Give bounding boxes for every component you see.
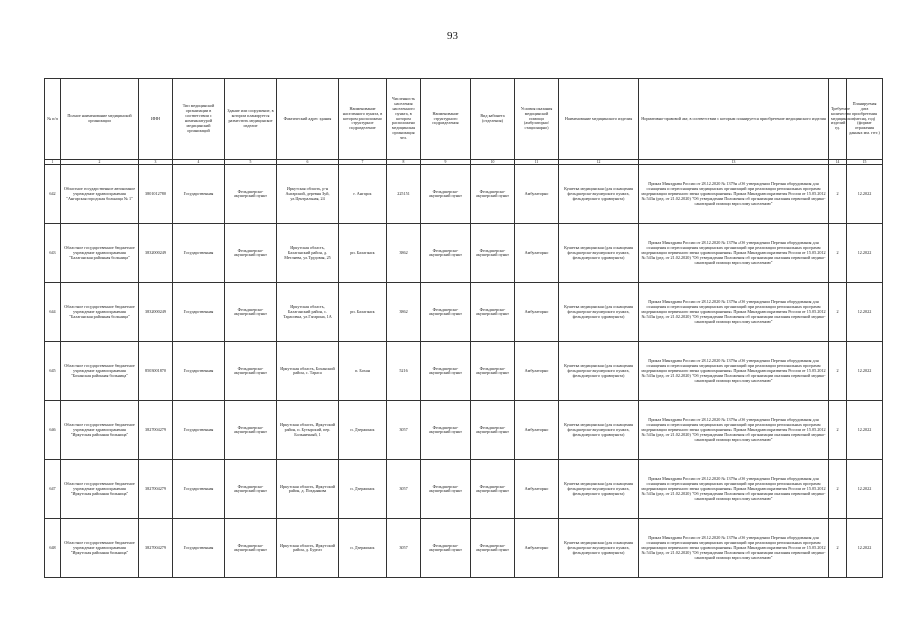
header-cell: Вид кабинета (отделения): [471, 79, 515, 160]
address: Иркутская область, Балаганский район, д. Метляева, ул.Трудовая, 25: [277, 224, 339, 283]
address: Иркутская область, Иркутский район, д. Бургаз: [277, 519, 339, 578]
legal-act: Приказ Минздрава России от 28.12.2020 № 1379н «Об утверждении Перечня оборудования для оснащения и переоснащения медицинских организаций при реализации региональных программ модернизации первичного звена здравоохранения» Приказ Минздравсоцразвития России от 15.05.2012 № 543н (ред. от 21.02.2020) "Об утверждении Положения об организации оказания первичной медико-санитарной помощи взрослому населению": [639, 342, 829, 401]
inn: 3832000249: [139, 224, 173, 283]
population: 3057: [387, 519, 421, 578]
building: Фельдшерско-акушерский пункт: [225, 401, 277, 460]
device: Кушетка медицинская (для оснащения фельдшерско-акушерского пункта, фельдшерского здравпункта): [559, 519, 639, 578]
column-number: 11: [515, 160, 559, 165]
conditions: Амбулаторно: [515, 519, 559, 578]
quantity: 2: [829, 342, 847, 401]
inn: 3827004279: [139, 519, 173, 578]
settlement: п. Бохан: [339, 342, 387, 401]
building: Фельдшерско-акушерский пункт: [225, 519, 277, 578]
conditions: Амбулаторно: [515, 460, 559, 519]
equipment-table: [44, 78, 883, 578]
population: 5216: [387, 342, 421, 401]
org-name: Областное государственное автономное учреждение здравоохранения "Ангарская городская больница № 1": [61, 165, 139, 224]
row-number: 648: [45, 519, 61, 578]
quantity: 2: [829, 165, 847, 224]
header-cell: Фактический адрес здания: [277, 79, 339, 160]
planned-date: 12.2022: [847, 401, 883, 460]
header-cell: Численность населения населенного пункта, в котором расположено медицинская организация чел.: [387, 79, 421, 160]
quantity: 2: [829, 460, 847, 519]
column-number: 14: [829, 160, 847, 165]
table-row: [45, 283, 883, 342]
conditions: Амбулаторно: [515, 165, 559, 224]
room: Фельдшерско-акушерский пункт: [471, 165, 515, 224]
column-number: 8: [387, 160, 421, 165]
inn: 3827004279: [139, 401, 173, 460]
conditions: Амбулаторно: [515, 224, 559, 283]
building: Фельдшерско-акушерский пункт: [225, 283, 277, 342]
row-number: 643: [45, 224, 61, 283]
org-type: Государственная: [173, 165, 225, 224]
row-number: 646: [45, 401, 61, 460]
settlement: рп. Балаганск: [339, 224, 387, 283]
population: 3862: [387, 224, 421, 283]
header-cell: ИНН: [139, 79, 173, 160]
header-cell: № п/п: [45, 79, 61, 160]
header-row: [45, 79, 883, 160]
unit: Фельдшерско-акушерский пункт: [421, 283, 471, 342]
page-number: 93: [447, 30, 458, 42]
unit: Фельдшерско-акушерский пункт: [421, 224, 471, 283]
org-name: Областное государственное бюджетное учреждение здравоохранения "Иркутская районная больница": [61, 401, 139, 460]
unit: Фельдшерско-акушерский пункт: [421, 165, 471, 224]
settlement: п. Дзержинск: [339, 401, 387, 460]
column-number: 9: [421, 160, 471, 165]
room: Фельдшерско-акушерский пункт: [471, 342, 515, 401]
quantity: 2: [829, 283, 847, 342]
header-cell: Планируемая дата приобретения (месяц, год) (формат отражения данных мм. гггг.): [847, 79, 883, 160]
address: Иркутская область, р-н Ангарский, деревня Зуй, ул.Центральная, 24: [277, 165, 339, 224]
quantity: 2: [829, 519, 847, 578]
settlement: п. Дзержинск: [339, 519, 387, 578]
org-type: Государственная: [173, 224, 225, 283]
org-type: Государственная: [173, 519, 225, 578]
column-number: 5: [225, 160, 277, 165]
unit: Фельдшерско-акушерский пункт: [421, 342, 471, 401]
header-cell: Требуемое количество медицинских изделий ед.: [829, 79, 847, 160]
settlement: рп. Балаганск: [339, 283, 387, 342]
unit: Фельдшерско-акушерский пункт: [421, 519, 471, 578]
settlement: г. Ангарск: [339, 165, 387, 224]
header-cell: Наименование структурного подразделения: [421, 79, 471, 160]
column-number: 1: [45, 160, 61, 165]
org-name: Областное государственное бюджетное учреждение здравоохранения "Боханская районная больница": [61, 342, 139, 401]
planned-date: 12.2022: [847, 460, 883, 519]
planned-date: 12.2022: [847, 165, 883, 224]
population: 3862: [387, 283, 421, 342]
header-cell: Тип медицинской организации в соответствии с номенклатурой медицинский организаций: [173, 79, 225, 160]
inn: 3801012780: [139, 165, 173, 224]
org-type: Государственная: [173, 342, 225, 401]
device: Кушетка медицинская (для оснащения фельдшерско-акушерского пункта, фельдшерского здравпункта): [559, 460, 639, 519]
legal-act: Приказ Минздрава России от 28.12.2020 № 1379н «Об утверждении Перечня оборудования для оснащения и переоснащения медицинских организаций при реализации региональных программ модернизации первичного звена здравоохранения» Приказ Минздравсоцразвития России от 15.05.2012 № 543н (ред. от 21.02.2020) "Об утверждении Положения об организации оказания первичной медико-санитарной помощи взрослому населению": [639, 460, 829, 519]
building: Фельдшерско-акушерский пункт: [225, 342, 277, 401]
device: Кушетка медицинская (для оснащения фельдшерско-акушерского пункта, фельдшерского здравпункта): [559, 165, 639, 224]
building: Фельдшерско-акушерский пункт: [225, 224, 277, 283]
address: Иркутская область, Иркутский район, п. Бутырский, пер. Больничный, 1: [277, 401, 339, 460]
column-number: 2: [61, 160, 139, 165]
column-number: 4: [173, 160, 225, 165]
org-name: Областное государственное бюджетное учреждение здравоохранения "Иркутская районная больница": [61, 519, 139, 578]
table-row: [45, 519, 883, 578]
population: 3057: [387, 401, 421, 460]
planned-date: 12.2022: [847, 283, 883, 342]
room: Фельдшерско-акушерский пункт: [471, 460, 515, 519]
room: Фельдшерско-акушерский пункт: [471, 401, 515, 460]
room: Фельдшерско-акушерский пункт: [471, 224, 515, 283]
org-type: Государственная: [173, 460, 225, 519]
device: Кушетка медицинская (для оснащения фельдшерско-акушерского пункта, фельдшерского здравпункта): [559, 283, 639, 342]
inn: 3827004279: [139, 460, 173, 519]
header-cell: Условия оказания медицинской помощи (амбулаторно/ стационарно): [515, 79, 559, 160]
settlement: п. Дзержинск: [339, 460, 387, 519]
planned-date: 12.2022: [847, 519, 883, 578]
conditions: Амбулаторно: [515, 283, 559, 342]
legal-act: Приказ Минздрава России от 28.12.2020 № 1379н «Об утверждении Перечня оборудования для оснащения и переоснащения медицинских организаций при реализации региональных программ модернизации первичного звена здравоохранения» Приказ Минздравсоцразвития России от 15.05.2012 № 543н (ред. от 21.02.2020) "Об утверждении Положения об организации оказания первичной медико-санитарной помощи взрослому населению": [639, 165, 829, 224]
device: Кушетка медицинская (для оснащения фельдшерско-акушерского пункта, фельдшерского здравпункта): [559, 224, 639, 283]
column-number: 15: [847, 160, 883, 165]
table-row: [45, 224, 883, 283]
address: Иркутская область, Балаганский район, с. Тарасовка, ул.Гагарина, 1А: [277, 283, 339, 342]
org-type: Государственная: [173, 283, 225, 342]
building: Фельдшерско-акушерский пункт: [225, 165, 277, 224]
org-type: Государственная: [173, 401, 225, 460]
column-number: 3: [139, 160, 173, 165]
table-row: [45, 460, 883, 519]
address: Иркутская область, Боханский район, с. Тараса: [277, 342, 339, 401]
room: Фельдшерско-акушерский пункт: [471, 283, 515, 342]
quantity: 2: [829, 224, 847, 283]
column-number: 7: [339, 160, 387, 165]
legal-act: Приказ Минздрава России от 28.12.2020 № 1379н «Об утверждении Перечня оборудования для оснащения и переоснащения медицинских организаций при реализации региональных программ модернизации первичного звена здравоохранения» Приказ Минздравсоцразвития России от 15.05.2012 № 543н (ред. от 21.02.2020) "Об утверждении Положения об организации оказания первичной медико-санитарной помощи взрослому населению": [639, 519, 829, 578]
conditions: Амбулаторно: [515, 401, 559, 460]
header-cell: Полное наименование медицинской организации: [61, 79, 139, 160]
header-cell: Наименование медицинского изделия: [559, 79, 639, 160]
header-cell: Наименование населенного пункта, в котором расположено структурное подразделение: [339, 79, 387, 160]
column-number: 10: [471, 160, 515, 165]
conditions: Амбулаторно: [515, 342, 559, 401]
org-name: Областное государственное бюджетное учреждение здравоохранения "Балаганская районная больница": [61, 283, 139, 342]
legal-act: Приказ Минздрава России от 28.12.2020 № 1379н «Об утверждении Перечня оборудования для оснащения и переоснащения медицинских организаций при реализации региональных программ модернизации первичного звена здравоохранения» Приказ Минздравсоцразвития России от 15.05.2012 № 543н (ред. от 21.02.2020) "Об утверждении Положения об организации оказания первичной медико-санитарной помощи взрослому населению": [639, 224, 829, 283]
row-number: 642: [45, 165, 61, 224]
legal-act: Приказ Минздрава России от 28.12.2020 № 1379н «Об утверждении Перечня оборудования для оснащения и переоснащения медицинских организаций при реализации региональных программ модернизации первичного звена здравоохранения» Приказ Минздравсоцразвития России от 15.05.2012 № 543н (ред. от 21.02.2020) "Об утверждении Положения об организации оказания первичной медико-санитарной помощи взрослому населению": [639, 401, 829, 460]
legal-act: Приказ Минздрава России от 28.12.2020 № 1379н «Об утверждении Перечня оборудования для оснащения и переоснащения медицинских организаций при реализации региональных программ модернизации первичного звена здравоохранения» Приказ Минздравсоцразвития России от 15.05.2012 № 543н (ред. от 21.02.2020) "Об утверждении Положения об организации оказания первичной медико-санитарной помощи взрослому населению": [639, 283, 829, 342]
population: 3057: [387, 460, 421, 519]
planned-date: 12.2022: [847, 224, 883, 283]
building: Фельдшерско-акушерский пункт: [225, 460, 277, 519]
header-cell: Нормативно-правовой акт, в соответствии с которым планируется приобретение медицинского изделия: [639, 79, 829, 160]
row-number: 645: [45, 342, 61, 401]
unit: Фельдшерско-акушерский пункт: [421, 460, 471, 519]
planned-date: 12.2022: [847, 342, 883, 401]
row-number: 647: [45, 460, 61, 519]
inn: 3832000249: [139, 283, 173, 342]
column-number: 13: [639, 160, 829, 165]
org-name: Областное государственное бюджетное учреждение здравоохранения "Иркутская районная больница": [61, 460, 139, 519]
inn: 8503001870: [139, 342, 173, 401]
quantity: 2: [829, 401, 847, 460]
column-number: 6: [277, 160, 339, 165]
table-row: [45, 165, 883, 224]
table-row: [45, 342, 883, 401]
device: Кушетка медицинская (для оснащения фельдшерско-акушерского пункта, фельдшерского здравпункта): [559, 401, 639, 460]
address: Иркутская область, Иркутский район, д. Позднякова: [277, 460, 339, 519]
device: Кушетка медицинская (для оснащения фельдшерско-акушерского пункта, фельдшерского здравпункта): [559, 342, 639, 401]
header-cell: Здание или сооружение, в котором планируется разместить медицинское изделие: [225, 79, 277, 160]
org-name: Областное государственное бюджетное учреждение здравоохранения "Балаганская районная больница": [61, 224, 139, 283]
column-number: 12: [559, 160, 639, 165]
room: Фельдшерско-акушерский пункт: [471, 519, 515, 578]
population: 225151: [387, 165, 421, 224]
row-number: 644: [45, 283, 61, 342]
unit: Фельдшерско-акушерский пункт: [421, 401, 471, 460]
table-row: [45, 401, 883, 460]
